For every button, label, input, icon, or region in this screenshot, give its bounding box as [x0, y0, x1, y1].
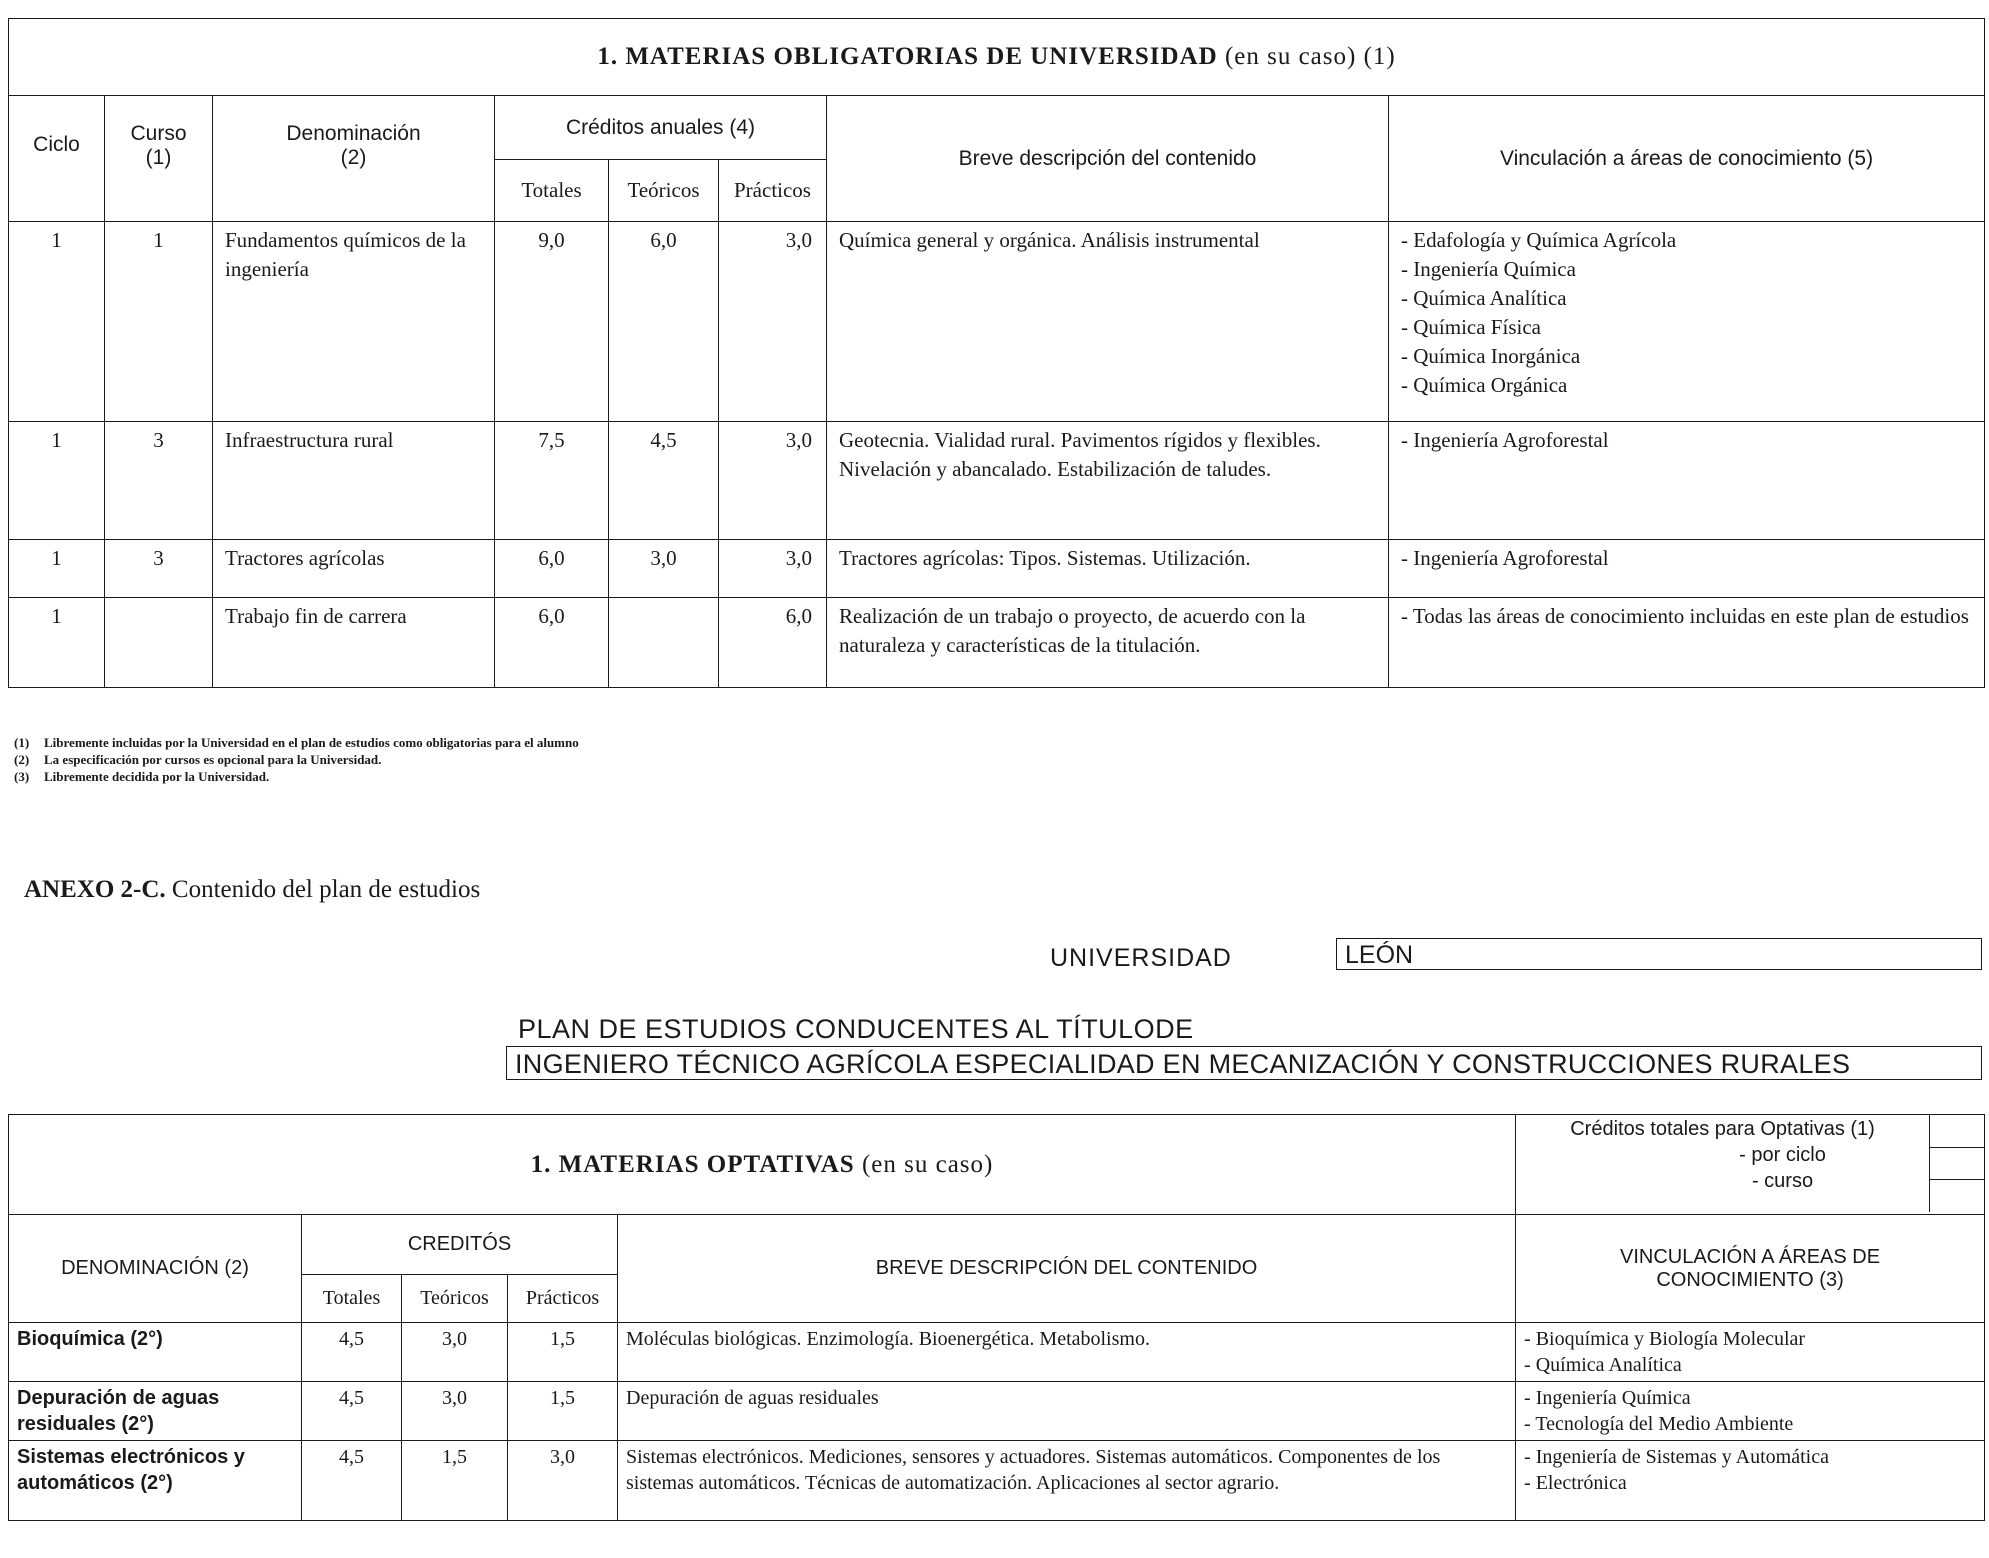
area-item: - Todas las áreas de conocimiento incluidas en este plan de estudios — [1401, 604, 1969, 628]
table-row — [9, 222, 1985, 422]
table2-title-rest: (en su caso) — [854, 1150, 994, 1178]
table2-title-bold: 1. MATERIAS OPTATIVAS — [530, 1150, 855, 1178]
cell-teoricos: 4,5 — [609, 422, 719, 540]
header-practicos: Prácticos — [508, 1275, 618, 1323]
cell-practicos: 3,0 — [719, 422, 827, 540]
cell-descripcion: Geotecnia. Vialidad rural. Pavimentos rígidos y flexibles. Nivelación y abancalado. Estabilización de taludes. — [827, 422, 1389, 540]
header-teoricos: Teóricos — [402, 1275, 508, 1323]
cell-totales: 4,5 — [302, 1441, 402, 1521]
cell-denominacion: Tractores agrícolas — [213, 540, 495, 598]
optional-subjects-table — [8, 1114, 1985, 1521]
header-totales: Totales — [302, 1275, 402, 1323]
cell-ciclo: 1 — [9, 540, 105, 598]
plan-label: PLAN DE ESTUDIOS CONDUCENTES AL TÍTULODE — [518, 1014, 1194, 1044]
area-item: - Ingeniería Agroforestal — [1401, 428, 1609, 452]
cell-teoricos — [609, 598, 719, 688]
cell-denominacion: Fundamentos químicos de la ingeniería — [213, 222, 495, 422]
area-item: - Química Orgánica — [1401, 373, 1568, 397]
area-item: - Tecnología del Medio Ambiente — [1524, 1413, 1794, 1435]
annex-heading: ANEXO 2-C. Contenido del plan de estudios — [24, 876, 481, 903]
header-denominacion: Denominación (2) — [213, 96, 495, 222]
cell-denominacion: Trabajo fin de carrera — [213, 598, 495, 688]
area-item: - Ingeniería Química — [1401, 257, 1576, 281]
credit-entry-box — [1930, 1180, 1984, 1212]
cell-denominacion: Infraestructura rural — [213, 422, 495, 540]
area-item: - Ingeniería Agroforestal — [1401, 546, 1609, 570]
cell-practicos: 3,0 — [719, 222, 827, 422]
cell-totales: 9,0 — [495, 222, 609, 422]
header-denominacion: DENOMINACIÓN (2) — [9, 1215, 302, 1323]
header-descripcion: BREVE DESCRIPCIÓN DEL CONTENIDO — [618, 1215, 1516, 1323]
area-item: - Química Inorgánica — [1401, 344, 1581, 368]
cell-totales: 4,5 — [302, 1382, 402, 1441]
table-row — [9, 598, 1985, 688]
header-creditos: Créditos anuales (4) — [495, 96, 827, 160]
cell-areas — [1389, 422, 1985, 540]
table2-title — [9, 1115, 1516, 1215]
cell-descripcion: Química general y orgánica. Análisis instrumental — [827, 222, 1389, 422]
cell-areas — [1516, 1323, 1985, 1382]
cell-ciclo: 1 — [9, 422, 105, 540]
cell-descripcion: Sistemas electrónicos. Mediciones, sensores y actuadores. Sistemas automáticos. Componentes de los sistemas automáticos. Técnicas de automatización. Aplicaciones al sector agrario. — [618, 1441, 1516, 1521]
area-item: - Química Analítica — [1524, 1354, 1682, 1376]
area-item: - Ingeniería de Sistemas y Automática — [1524, 1446, 1829, 1468]
cell-teoricos: 1,5 — [402, 1441, 508, 1521]
area-item: - Bioquímica y Biología Molecular — [1524, 1328, 1806, 1350]
header-vinculacion: Vinculación a áreas de conocimiento (5) — [1389, 96, 1985, 222]
table-row — [9, 540, 1985, 598]
footnote: (1) Libremente incluidas por la Universidad en el plan de estudios como obligatorias para el alumno — [14, 735, 579, 750]
table-row — [9, 1323, 1985, 1382]
footnote: (3) Libremente decidida por la Universidad. — [14, 769, 270, 784]
cell-teoricos: 6,0 — [609, 222, 719, 422]
table-row — [9, 422, 1985, 540]
credit-entry-boxes — [1929, 1115, 1984, 1212]
cell-teoricos: 3,0 — [402, 1323, 508, 1382]
area-item: - Química Física — [1401, 315, 1541, 339]
table1-title-rest: (en su caso) (1) — [1217, 43, 1396, 70]
header-curso: Curso (1) — [105, 96, 213, 222]
area-item: - Ingeniería Química — [1524, 1387, 1691, 1409]
area-item: - Electrónica — [1524, 1472, 1627, 1494]
cell-practicos: 6,0 — [719, 598, 827, 688]
header-teoricos: Teóricos — [609, 160, 719, 222]
cell-areas — [1516, 1382, 1985, 1441]
cell-descripcion: Tractores agrícolas: Tipos. Sistemas. Utilización. — [827, 540, 1389, 598]
cell-curso: 3 — [105, 540, 213, 598]
credit-entry-box — [1930, 1148, 1984, 1181]
header-creditos: CREDITÓS — [302, 1215, 618, 1275]
cell-descripcion: Realización de un trabajo o proyecto, de acuerdo con la naturaleza y características de la titulación. — [827, 598, 1389, 688]
header-practicos: Prácticos — [719, 160, 827, 222]
plan-value-box: INGENIERO TÉCNICO AGRÍCOLA ESPECIALIDAD EN MECANIZACIÓN Y CONSTRUCCIONES RURALES — [506, 1046, 1982, 1080]
area-item: - Química Analítica — [1401, 286, 1567, 310]
cell-ciclo: 1 — [9, 222, 105, 422]
cell-practicos: 3,0 — [508, 1441, 618, 1521]
header-vinculacion: VINCULACIÓN A ÁREAS DE CONOCIMIENTO (3) — [1516, 1215, 1985, 1323]
cell-areas — [1389, 222, 1985, 422]
curso-label: - curso — [1751, 1170, 1814, 1192]
cell-practicos: 3,0 — [719, 540, 827, 598]
cell-ciclo: 1 — [9, 598, 105, 688]
cell-areas — [1389, 598, 1985, 688]
universidad-value-box: LEÓN — [1336, 938, 1982, 970]
cell-descripcion: Moléculas biológicas. Enzimología. Bioenergética. Metabolismo. — [618, 1323, 1516, 1382]
cell-totales: 4,5 — [302, 1323, 402, 1382]
cell-curso — [105, 598, 213, 688]
cell-totales: 6,0 — [495, 598, 609, 688]
credit-entry-box — [1930, 1115, 1984, 1148]
area-item: - Edafología y Química Agrícola — [1401, 228, 1677, 252]
cell-descripcion: Depuración de aguas residuales — [618, 1382, 1516, 1441]
header-descripcion: Breve descripción del contenido — [827, 96, 1389, 222]
cell-practicos: 1,5 — [508, 1382, 618, 1441]
footnote: (2) La especificación por cursos es opcional para la Universidad. — [14, 752, 382, 767]
cell-denominacion: Depuración de aguas residuales (2°) — [9, 1382, 302, 1441]
table1-title-bold: 1. MATERIAS OBLIGATORIAS DE UNIVERSIDAD — [597, 43, 1218, 70]
header-totales: Totales — [495, 160, 609, 222]
cell-denominacion: Sistemas electrónicos y automáticos (2°) — [9, 1441, 302, 1521]
cell-denominacion: Bioquímica (2°) — [9, 1323, 302, 1382]
cell-totales: 6,0 — [495, 540, 609, 598]
optativas-credits-box — [1516, 1115, 1985, 1215]
footnotes — [14, 734, 579, 785]
cell-curso: 1 — [105, 222, 213, 422]
cell-teoricos: 3,0 — [609, 540, 719, 598]
cell-practicos: 1,5 — [508, 1323, 618, 1382]
cell-totales: 7,5 — [495, 422, 609, 540]
optativas-credits-label: Créditos totales para Optativas (1) — [1570, 1118, 1875, 1140]
cell-areas — [1516, 1441, 1985, 1521]
table1-title — [9, 19, 1985, 96]
table-row — [9, 1441, 1985, 1521]
table-row — [9, 1382, 1985, 1441]
por-ciclo-label: - por ciclo — [1739, 1144, 1826, 1166]
header-ciclo: Ciclo — [9, 96, 105, 222]
obligatory-subjects-table — [8, 18, 1985, 688]
universidad-label: UNIVERSIDAD — [1050, 944, 1232, 972]
cell-teoricos: 3,0 — [402, 1382, 508, 1441]
cell-curso: 3 — [105, 422, 213, 540]
cell-areas — [1389, 540, 1985, 598]
